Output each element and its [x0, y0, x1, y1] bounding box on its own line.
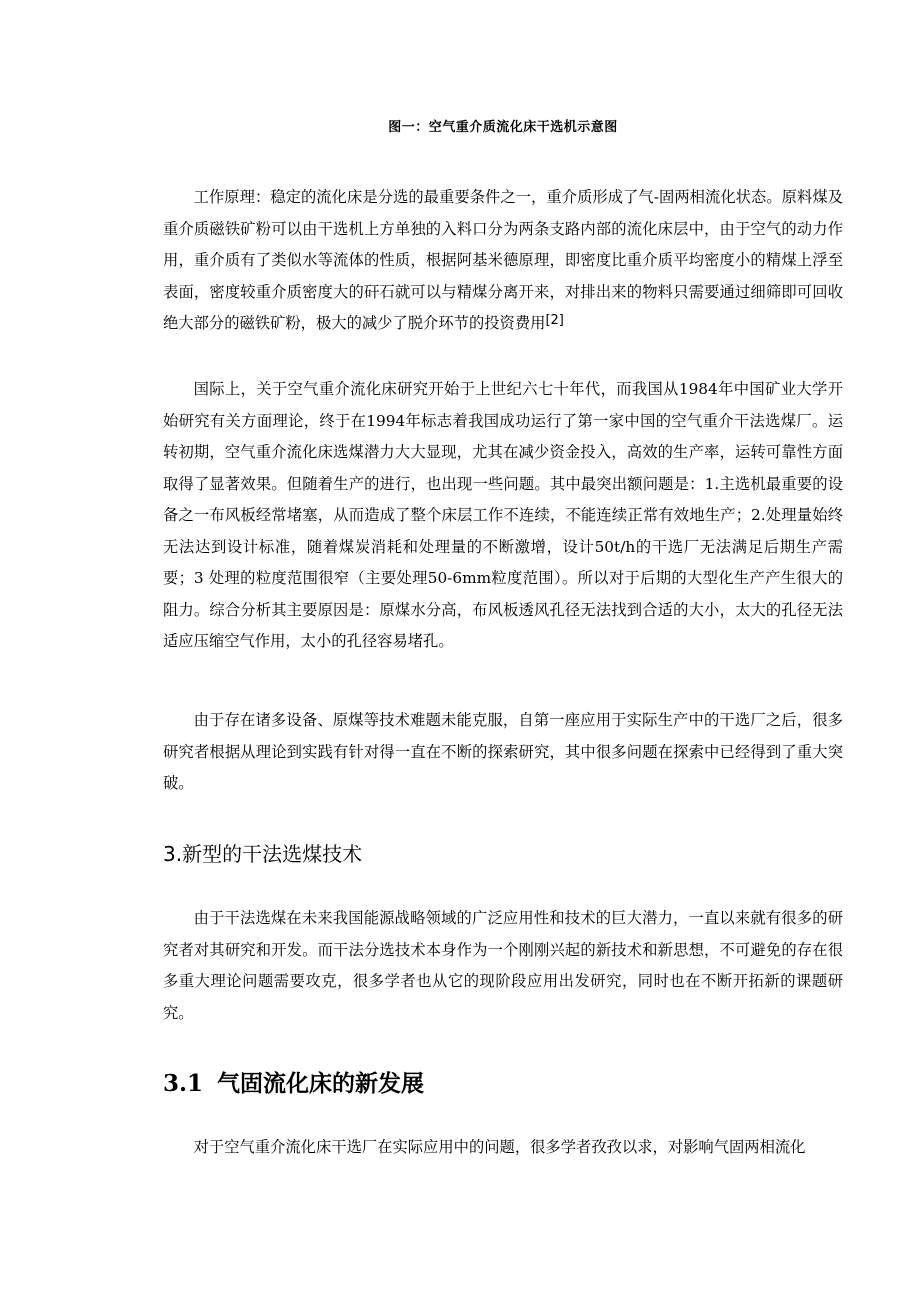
- working-principle-paragraph: [163, 182, 843, 340]
- working-principle-text: 工作原理：稳定的流化床是分选的最重要条件之一，重介质形成了气-固两相流化状态。原料煤及重介质磁铁矿粉可以由干选机上方单独的入料口分为两条支路内部的流化床层中，由于空气的动力作用，重介质有了类似水等流体的性质，根据阿基米德原理，即密度比重介质平均密度小的精煤上浮至表面，密度较重介质密度大的矸石就可以与精煤分离开来，对排出来的物料只需要通过细筛即可回收绝大部分的磁铁矿粉，极大的减少了脱介环节的投资费用: [163, 188, 843, 332]
- international-research-paragraph: 国际上，关于空气重介流化床研究开始于上世纪六七十年代，而我国从1984年中国矿业大学开始研究有关方面理论，终于在1994年标志着我国成功运行了第一家中国的空气重介干法选煤厂。运转初期，空气重介流化床选煤潜力大大显现，尤其在减少资金投入，高效的生产率，运转可靠性方面取得了显著效果。但随着生产的进行，也出现一些问题。其中最突出额问题是：1.主选机最重要的设备之一布风板经常堵塞，从而造成了整个床层工作不连续，不能连续正常有效地生产；2.处理量始终无法达到设计标准，随着煤炭消耗和处理量的不断激增，设计50t/h的干选厂无法满足后期生产需要；3 处理的粒度范围很窄（主要处理50-6mm粒度范围）。所以对于后期的大型化生产产生很大的阻力。综合分析其主要原因是：原煤水分高，布风板透风孔径无法找到合适的大小，太大的孔径无法适应压缩空气作用，太小的孔径容易堵孔。: [163, 380, 843, 650]
- section-3-1-heading: [163, 1066, 424, 1102]
- citation-reference: [2]: [545, 313, 564, 328]
- technical-challenges-paragraph: 由于存在诸多设备、原煤等技术难题未能克服，自第一座应用于实际生产中的干选厂之后，很多研究者根据从理论到实践有针对得一直在不断的探索研究，其中很多问题在探索中已经得到了重大突破。: [163, 711, 843, 792]
- section-3-1-title: 气固流化床的新发展: [217, 1070, 424, 1097]
- section-3-1-paragraph: 对于空气重介流化床干选厂在实际应用中的问题，很多学者孜孜以求，对影响气固两相流化: [193, 1138, 806, 1156]
- section-3-heading: 3.新型的干法选煤技术: [163, 842, 363, 866]
- figure-caption: 图一：空气重介质流化床干选机示意图: [388, 120, 618, 135]
- section-3-1-number: 3.1: [163, 1070, 204, 1097]
- section-3-paragraph: 由于干法选煤在未来我国能源战略领域的广泛应用性和技术的巨大潜力，一直以来就有很多的研究者对其研究和开发。而干法分选技术本身作为一个刚刚兴起的新技术和新思想，不可避免的存在很多重大理论问题需要攻克，很多学者也从它的现阶段应用出发研究，同时也在不断开拓新的课题研究。: [163, 909, 843, 1022]
